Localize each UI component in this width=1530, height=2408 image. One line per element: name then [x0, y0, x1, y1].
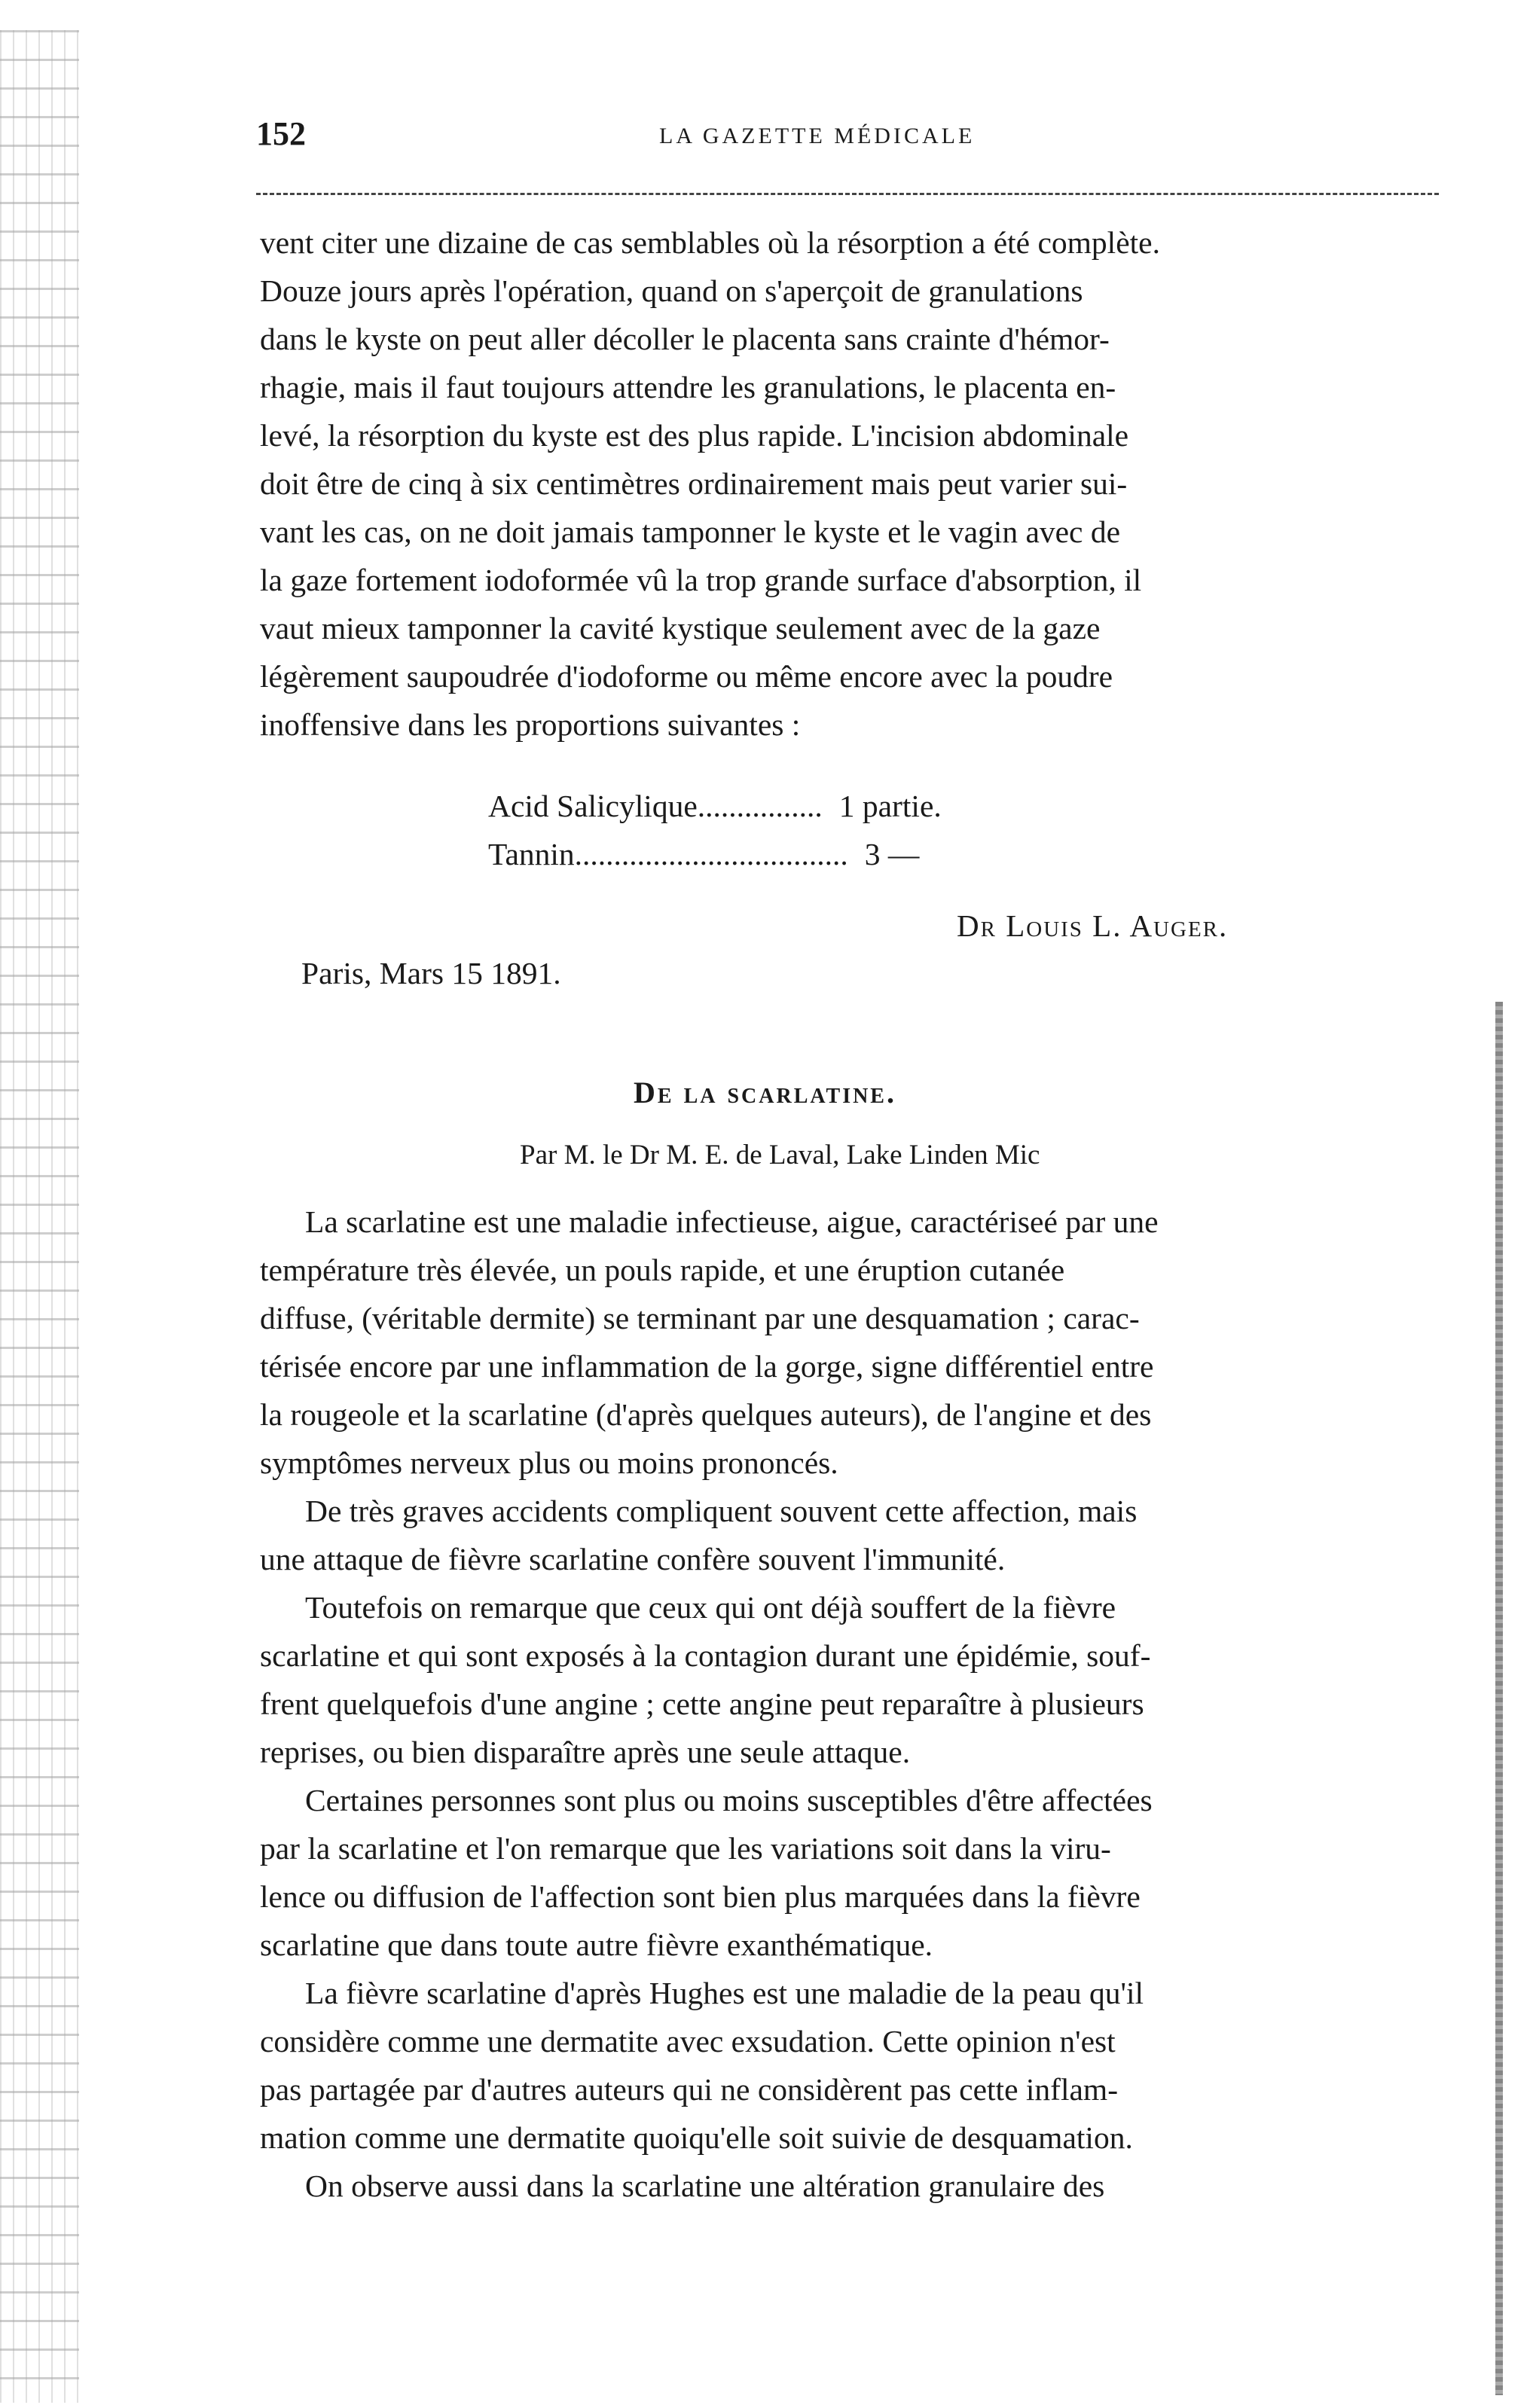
- running-head: LA GAZETTE MÉDICALE: [659, 124, 976, 148]
- text-line: La scarlatine est une maladie infectieuse, aigue, caractériseé par une: [305, 1204, 1159, 1239]
- text-line: la rougeole et la scarlatine (d'après quelques auteurs), de l'angine et des: [260, 1397, 1152, 1432]
- text-line: dans le kyste on peut aller décoller le placenta sans crainte d'hémor-: [260, 322, 1110, 356]
- recipe-quantity: 3 —: [864, 837, 920, 871]
- text-line: levé, la résorption du kyste est des plus rapide. L'incision abdominale: [260, 418, 1129, 453]
- article-body: [260, 1198, 1450, 2210]
- previous-article-text: [260, 218, 1450, 749]
- text-line: symptômes nerveux plus ou moins prononcés.: [260, 1445, 838, 1480]
- text-line: légèrement saupoudrée d'iodoforme ou même encore avec la poudre: [260, 659, 1113, 694]
- text-line: mation comme une dermatite quoiqu'elle soit suivie de desquamation.: [260, 2120, 1133, 2155]
- header-rule: [256, 193, 1439, 195]
- text-line: considère comme une dermatite avec exsudation. Cette opinion n'est: [260, 2024, 1116, 2059]
- leader-dots: ...................................: [574, 837, 848, 871]
- text-line: térisée encore par une inflammation de la gorge, signe différentiel entre: [260, 1349, 1154, 1384]
- recipe-ingredient: Tannin: [488, 837, 575, 871]
- text-line: diffuse, (véritable dermite) se terminant par une desquamation ; carac-: [260, 1301, 1140, 1335]
- text-line: la gaze fortement iodoformée vû la trop grande surface d'absorption, il: [260, 563, 1142, 597]
- text-line: vant les cas, on ne doit jamais tamponner le kyste et le vagin avec de: [260, 514, 1121, 549]
- text-line: par la scarlatine et l'on remarque que les variations soit dans la viru-: [260, 1831, 1111, 1866]
- text-line: une attaque de fièvre scarlatine confère souvent l'immunité.: [260, 1542, 1006, 1576]
- text-line: rhagie, mais il faut toujours attendre les granulations, le placenta en-: [260, 370, 1116, 404]
- recipe-ingredient: Acid Salicylique: [488, 789, 698, 823]
- text-line: Certaines personnes sont plus ou moins susceptibles d'être affectées: [305, 1783, 1153, 1817]
- recipe-line: [488, 782, 942, 830]
- page-header: [256, 114, 1461, 160]
- dateline: Paris, Mars 15 1891.: [301, 956, 561, 990]
- author-signature: Dr Louis L. Auger.: [957, 908, 1229, 943]
- text-line: La fièvre scarlatine d'après Hughes est une maladie de la peau qu'il: [305, 1976, 1144, 2010]
- article-byline: Par M. le Dr M. E. de Laval, Lake Linden Mic: [520, 1140, 1040, 1170]
- text-line: vaut mieux tamponner la cavité kystique seulement avec de la gaze: [260, 611, 1101, 645]
- recipe-quantity: 1 partie.: [838, 789, 942, 823]
- text-line: De très graves accidents compliquent souvent cette affection, mais: [305, 1494, 1138, 1528]
- leader-dots: ................: [697, 789, 823, 823]
- article-title: De la scarlatine.: [634, 1076, 896, 1109]
- text-line: scarlatine et qui sont exposés à la contagion durant une épidémie, souf-: [260, 1638, 1151, 1673]
- scan-margin-noise: [0, 30, 79, 2403]
- text-line: vent citer une dizaine de cas semblables où la résorption a été complète.: [260, 225, 1160, 260]
- text-line: Toutefois on remarque que ceux qui ont déjà souffert de la fièvre: [305, 1590, 1116, 1625]
- page-number: 152: [256, 115, 306, 152]
- text-line: frent quelquefois d'une angine ; cette angine peut reparaître à plusieurs: [260, 1686, 1144, 1721]
- text-line: lence ou diffusion de l'affection sont bien plus marquées dans la fièvre: [260, 1879, 1141, 1914]
- text-line: On observe aussi dans la scarlatine une altération granulaire des: [305, 2168, 1105, 2203]
- text-line: reprises, ou bien disparaître après une seule attaque.: [260, 1735, 911, 1769]
- recipe-line: [488, 830, 919, 878]
- text-line: Douze jours après l'opération, quand on s'aperçoit de granulations: [260, 273, 1083, 308]
- text-line: doit être de cinq à six centimètres ordinairement mais peut varier sui-: [260, 466, 1128, 501]
- text-line: pas partagée par d'autres auteurs qui ne considèrent pas cette inflam-: [260, 2072, 1119, 2107]
- text-line: scarlatine que dans toute autre fièvre exanthématique.: [260, 1927, 933, 1962]
- scan-right-edge: [1495, 1002, 1503, 2395]
- text-line: température très élevée, un pouls rapide, et une éruption cutanée: [260, 1253, 1065, 1287]
- text-line: inoffensive dans les proportions suivantes :: [260, 707, 801, 742]
